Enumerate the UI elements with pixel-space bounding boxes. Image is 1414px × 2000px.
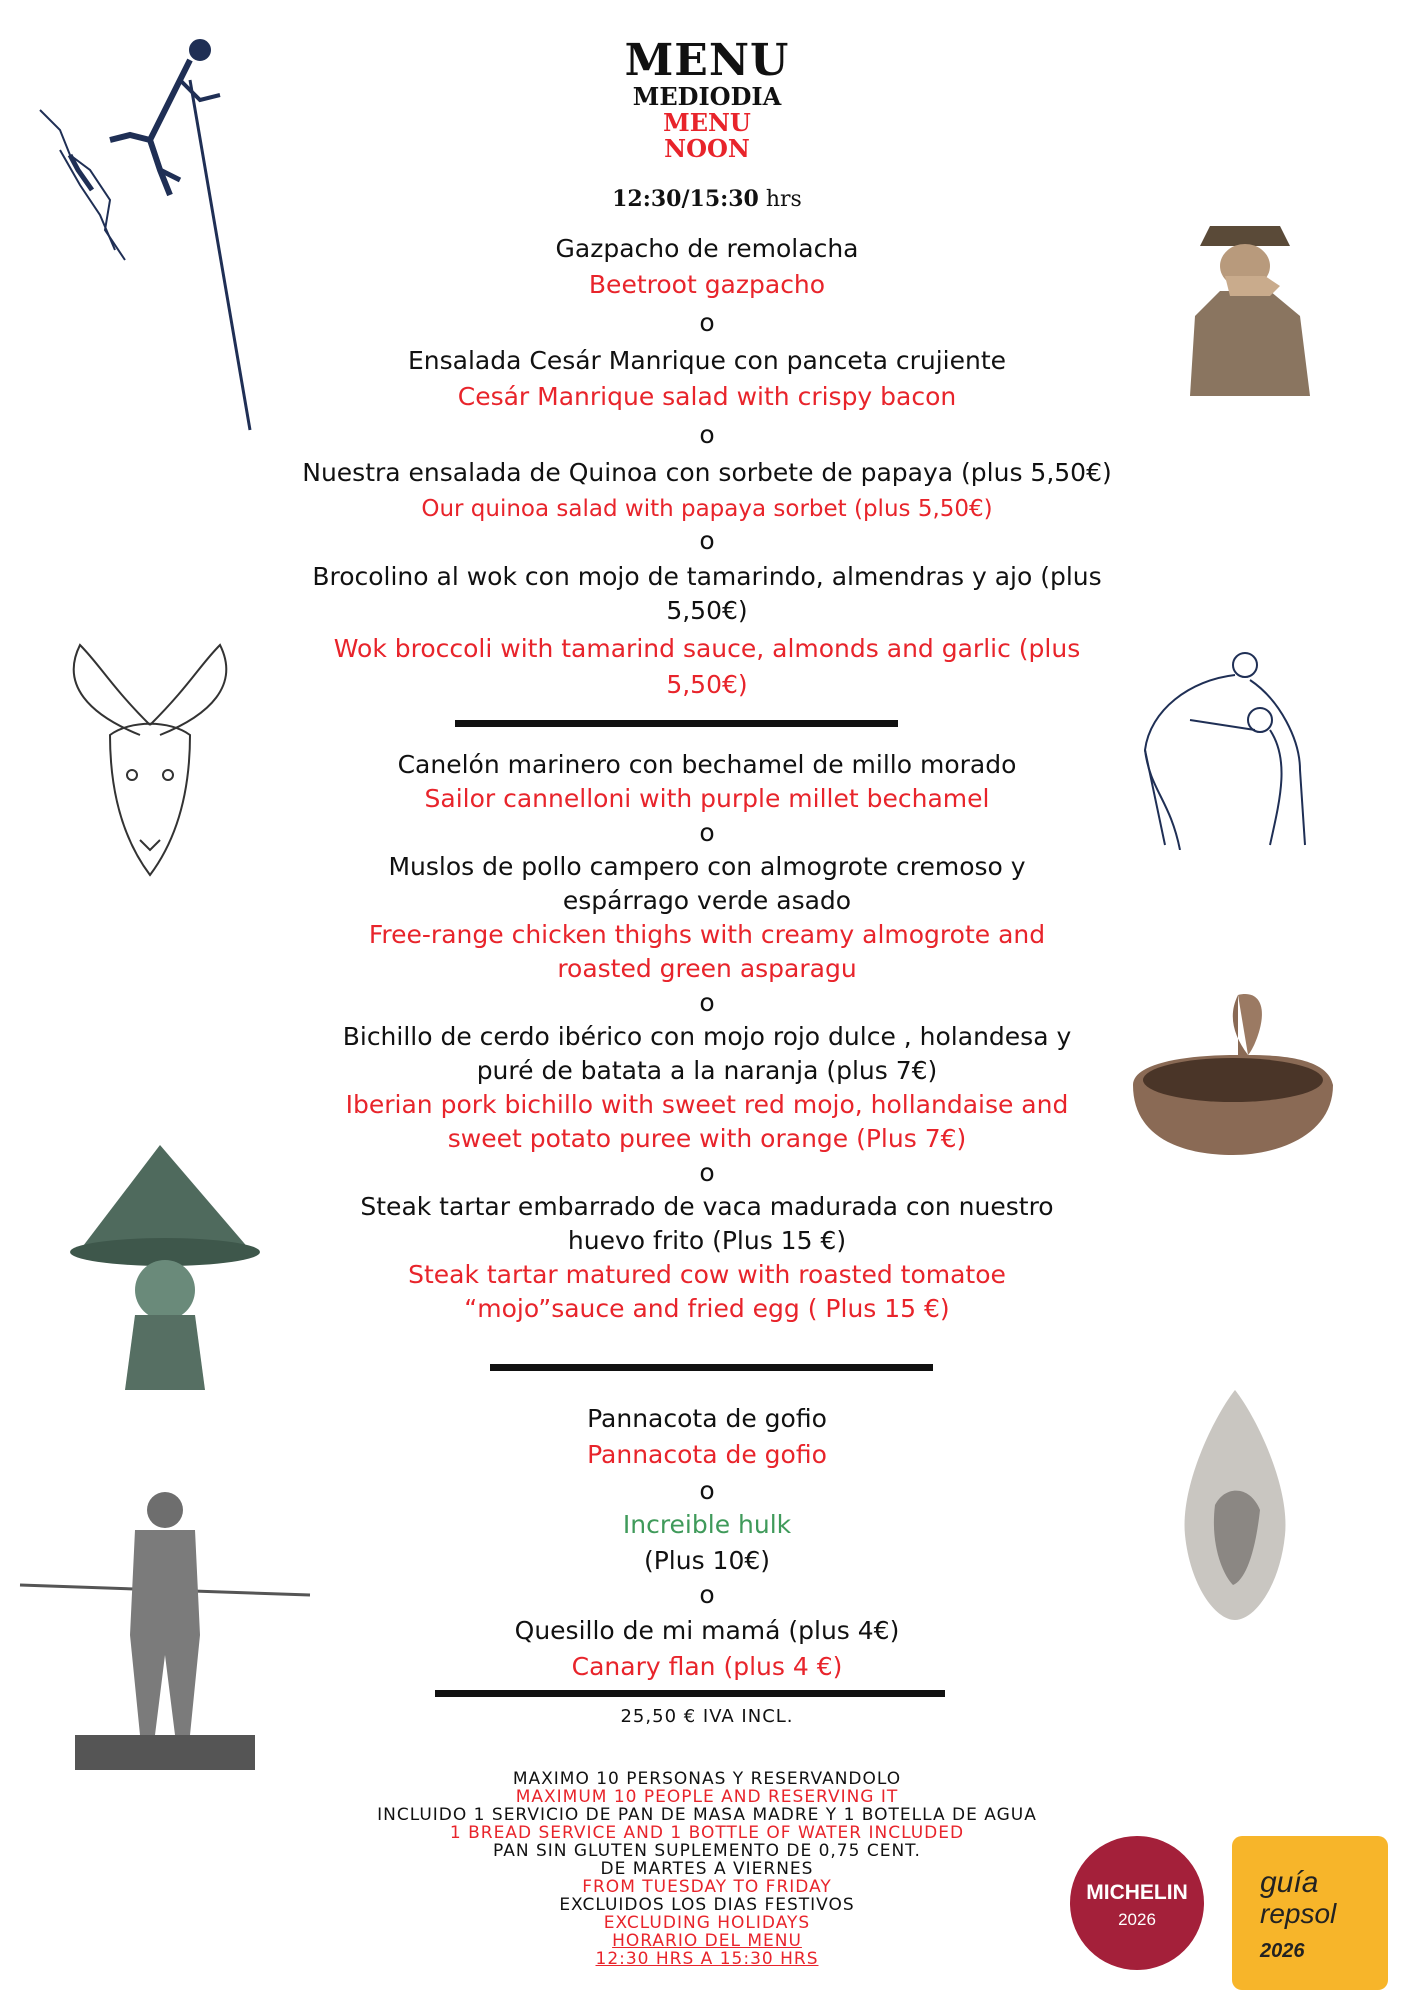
main-2-es-2: espárrago verde asado xyxy=(562,886,852,915)
or-separator: o xyxy=(699,1580,715,1609)
starter-4-en-2: 5,50€) xyxy=(666,670,748,699)
starter-1-es: Gazpacho de remolacha xyxy=(555,234,859,263)
section-divider xyxy=(435,1690,945,1697)
footer-line: DE MARTES A VIERNES xyxy=(600,1859,814,1879)
dessert-1-es: Pannacota de gofio xyxy=(587,1404,827,1433)
whistler-man-illustration xyxy=(1170,206,1320,396)
main-2-en-1: Free-range chicken thighs with creamy almogrote and xyxy=(368,920,1046,949)
starter-2-es: Ensalada Cesár Manrique con panceta crujiente xyxy=(407,346,1007,375)
main-3-en-2: sweet potato puree with orange (Plus 7€) xyxy=(447,1124,967,1153)
starter-3-es: Nuestra ensalada de Quinoa con sorbete de papaya (plus 5,50€) xyxy=(302,458,1112,487)
section-divider xyxy=(490,1364,933,1371)
main-1-es: Canelón marinero con bechamel de millo morado xyxy=(397,750,1017,779)
dessert-1-en: Pannacota de gofio xyxy=(587,1440,827,1469)
or-separator: o xyxy=(699,526,715,555)
main-3-en-1: Iberian pork bichillo with sweet red mojo, hollandaise and xyxy=(345,1090,1069,1119)
main-4-es-2: huevo frito (Plus 15 €) xyxy=(567,1226,847,1255)
michelin-name: MICHELIN xyxy=(1086,1881,1188,1904)
section-divider xyxy=(455,720,898,727)
footer-line: INCLUIDO 1 SERVICIO DE PAN DE MASA MADRE Y 1 BOTELLA DE AGUA xyxy=(377,1805,1037,1825)
or-separator: o xyxy=(699,988,715,1017)
footer-line: 1 BREAD SERVICE AND 1 BOTTLE OF WATER INCLUDED xyxy=(449,1823,965,1843)
michelin-badge xyxy=(1070,1836,1204,1970)
footer-line: MAXIMO 10 PERSONAS Y RESERVANDOLO xyxy=(512,1769,902,1789)
footer-line: EXCLUIDOS LOS DIAS FESTIVOS xyxy=(559,1895,855,1915)
hours-range: 12:30/15:30 xyxy=(612,186,759,212)
dessert-3-es: Quesillo de mi mamá (plus 4€) xyxy=(514,1616,900,1645)
stone-artifact-illustration xyxy=(1175,1385,1295,1625)
footer-line: 12:30 HRS A 15:30 HRS xyxy=(595,1949,819,1969)
footer-line: PAN SIN GLUTEN SUPLEMENTO DE 0,75 CENT. xyxy=(493,1841,921,1861)
main-2-es-1: Muslos de pollo campero con almogrote cremoso y xyxy=(388,852,1026,881)
menu-subtitle-en-2: NOON xyxy=(664,134,750,163)
dessert-2-price: (Plus 10€) xyxy=(643,1546,771,1575)
starter-1-en: Beetroot gazpacho xyxy=(588,270,826,299)
wrestlers-illustration xyxy=(1130,650,1320,850)
footer-line: FROM TUESDAY TO FRIDAY xyxy=(582,1877,832,1897)
clay-pot-illustration xyxy=(1128,975,1338,1165)
menu-subtitle-en-1: MENU xyxy=(663,108,751,137)
dessert-2-name: Increible hulk xyxy=(622,1510,792,1539)
michelin-year: 2026 xyxy=(1118,1910,1156,1929)
main-4-en-2: “mojo”sauce and fried egg ( Plus 15 €) xyxy=(464,1294,950,1323)
main-4-es-1: Steak tartar embarrado de vaca madurada con nuestro xyxy=(360,1192,1054,1221)
starter-4-es-1: Brocolino al wok con mojo de tamarindo, almendras y ajo (plus xyxy=(312,562,1102,591)
or-separator: o xyxy=(699,1158,715,1187)
footer-line: MAXIMUM 10 PEOPLE AND RESERVING IT xyxy=(515,1787,899,1807)
repsol-year: 2026 xyxy=(1260,1940,1305,1962)
menu-price: 25,50 € IVA INCL. xyxy=(620,1706,794,1727)
repsol-guia: guía xyxy=(1260,1866,1319,1899)
footer-line: HORARIO DEL MENU xyxy=(612,1931,802,1951)
hours-suffix: hrs xyxy=(765,187,802,212)
or-separator: o xyxy=(699,420,715,449)
goat-head-illustration xyxy=(50,625,250,890)
starter-3-en: Our quinoa salad with papaya sorbet (plus 5,50€) xyxy=(421,496,993,522)
starter-4-en-1: Wok broccoli with tamarind sauce, almonds and garlic (plus xyxy=(333,634,1081,663)
repsol-badge xyxy=(1232,1836,1388,1990)
main-1-en: Sailor cannelloni with purple millet bechamel xyxy=(424,784,990,813)
warrior-statue-illustration xyxy=(15,1485,315,1775)
dessert-3-en: Canary flan (plus 4 €) xyxy=(571,1652,843,1681)
menu-title: MENU xyxy=(624,35,790,86)
or-separator: o xyxy=(699,818,715,847)
pole-vaulter-illustration xyxy=(30,20,260,440)
main-4-en-1: Steak tartar matured cow with roasted tomatoe xyxy=(408,1260,1006,1289)
footer-line: EXCLUDING HOLIDAYS xyxy=(603,1913,811,1933)
gnome-statue-illustration xyxy=(60,1140,270,1410)
main-2-en-2: roasted green asparagu xyxy=(557,954,857,983)
main-3-es-1: Bichillo de cerdo ibérico con mojo rojo dulce , holandesa y xyxy=(342,1022,1072,1051)
main-3-es-2: puré de batata a la naranja (plus 7€) xyxy=(476,1056,938,1085)
starter-4-es-2: 5,50€) xyxy=(666,596,748,625)
starter-2-en: Cesár Manrique salad with crispy bacon xyxy=(457,382,957,411)
menu-subtitle: MEDIODIA xyxy=(632,82,782,111)
repsol-name: repsol xyxy=(1260,1898,1337,1929)
or-separator: o xyxy=(699,1476,715,1505)
or-separator: o xyxy=(699,308,715,337)
